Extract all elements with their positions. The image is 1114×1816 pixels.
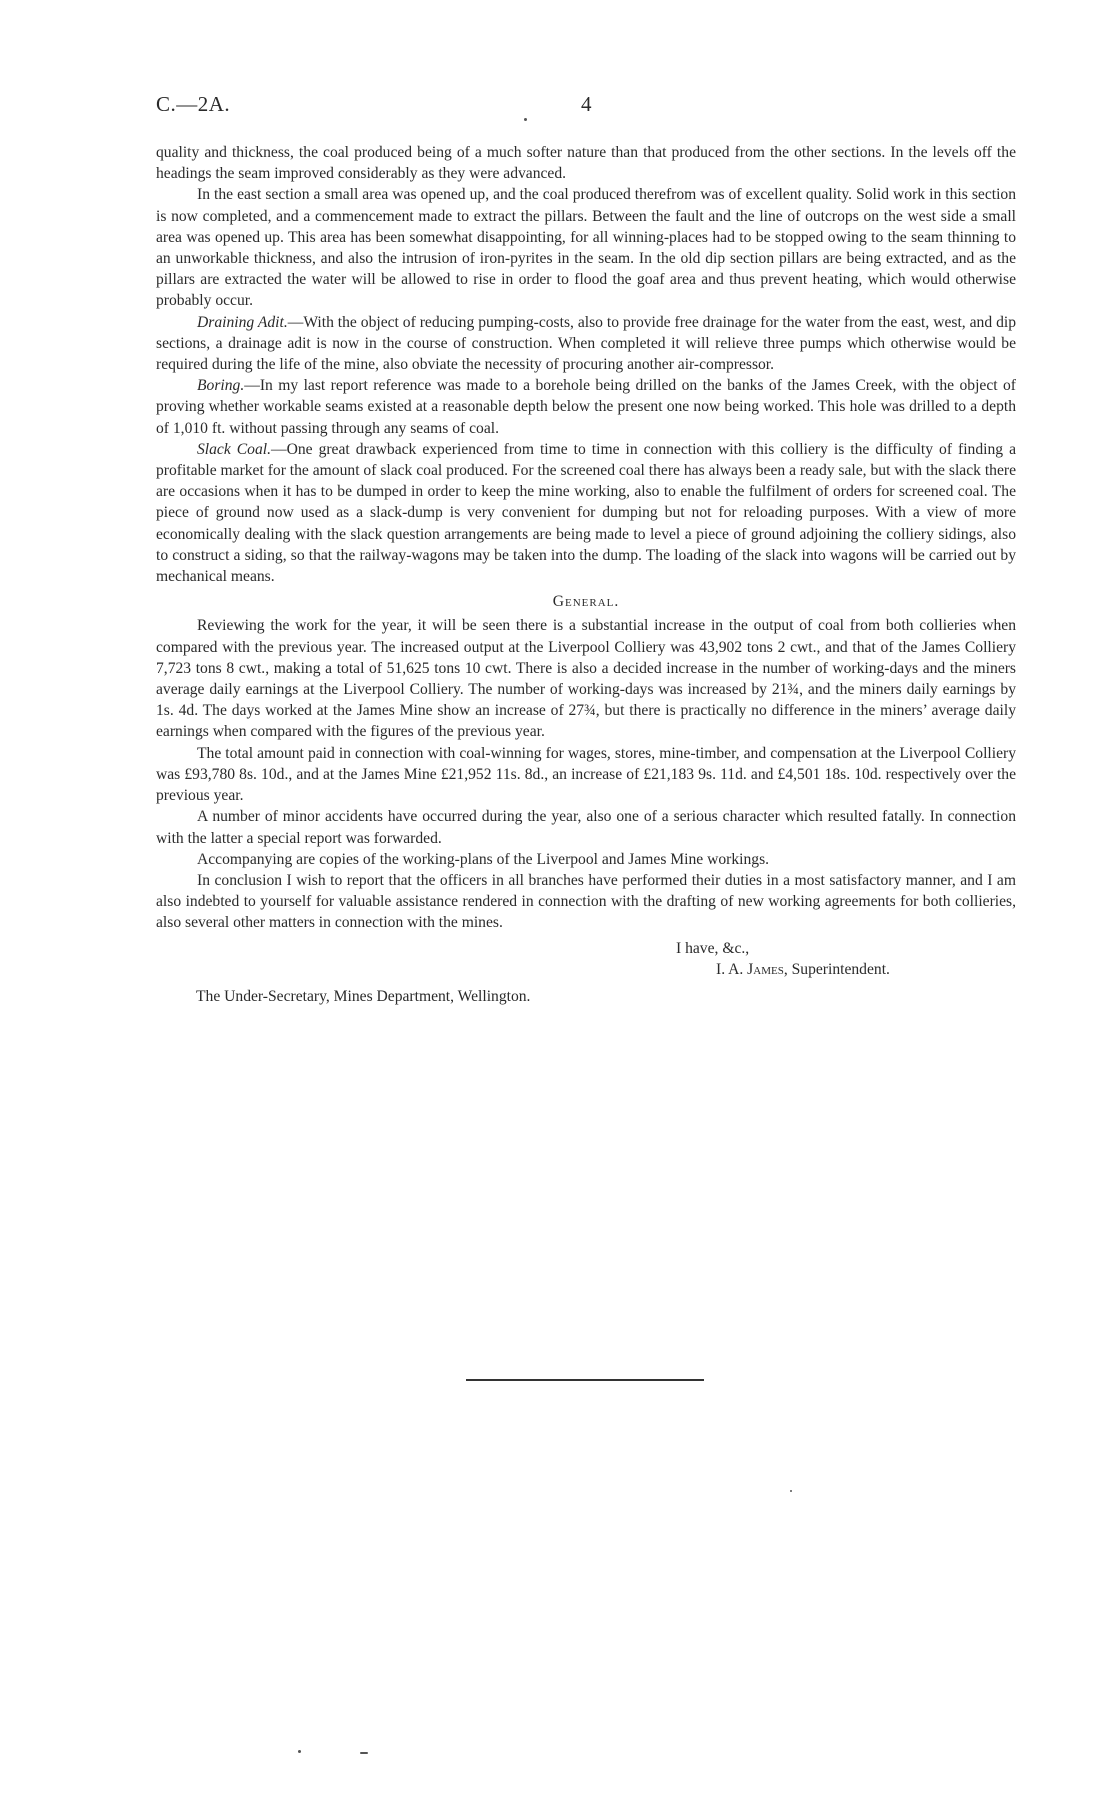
signature-line: [716, 959, 890, 980]
paragraph-boring: [156, 375, 1016, 439]
end-rule-divider: [466, 1379, 704, 1381]
paragraph-continuation: [156, 142, 1016, 184]
page-number: 4: [581, 92, 592, 116]
paragraph-general-payments: [156, 743, 1016, 807]
scan-speck: [524, 118, 527, 121]
paragraph-text: Accompanying are copies of the working-plans of the Liverpool and James Mine workings.: [197, 850, 770, 868]
signatory-title: Superintendent.: [787, 960, 890, 978]
paragraph-text: A number of minor accidents have occurred during the year, also one of a serious character which resulted fatally. In connection with the latter a special report was forwarded.: [156, 808, 1016, 847]
signoff-block: [156, 938, 1016, 1008]
paragraph-general-output: [156, 615, 1016, 742]
paragraph-text: —In my last report reference was made to a borehole being drilled on the banks of the James Creek, with the object of proving whether workable seams existed at a reasonable depth below the present one now being worked. This hole was drilled to a depth of 1,010 ft. without passing through any seams of coal.: [156, 377, 1016, 437]
paragraph-general-accidents: [156, 806, 1016, 848]
scan-speck: [360, 1752, 368, 1754]
paragraph-general-plans: [156, 849, 1016, 870]
paragraph-draining-adit: [156, 312, 1016, 376]
paragraph-text: The total amount paid in connection with coal-winning for wages, stores, mine-timber, and compensation at the Liverpool Colliery was £93,780 8s. 10d., and at the James Mine £21,952 11s. 8d., an increase of £21,183 9s. 11d. and £4,501 18s. 10d. respectively over the previous year.: [156, 744, 1016, 805]
page-header: [156, 92, 1016, 122]
paragraph-east-section: [156, 184, 1016, 311]
paragraph-text: quality and thickness, the coal produced being of a much softer nature than that produced from the other sections. In the levels off the headings the seam improved considerably as they were advanced.: [156, 144, 1016, 183]
paragraph-general-conclusion: [156, 870, 1016, 934]
document-reference: C.—2A.: [156, 92, 231, 116]
paragraph-text: —One great drawback experienced from time to time in connection with this colliery is the difficulty of finding a profitable market for the amount of slack coal produced. For the screened coal there has always been a ready sale, but with the slack there are occasions when it has to be dumped in order to keep the mine working, also to enable the fulfilment of orders for screened coal. The piece of ground now used as a slack-dump is very convenient for dumping but not for reloading purposes. With a view of more economically dealing with the slack question arrangements are being made to level a piece of ground adjoining the colliery sidings, also to construct a siding, so that the railway-wagons may be taken into the dump. The loading of the slack into wagons will be carried out by mechanical means.: [156, 440, 1016, 586]
signatory-name: I. A. James,: [716, 960, 788, 978]
paragraph-lead: Slack Coal.: [197, 440, 271, 458]
body-text: [156, 142, 1016, 1008]
paragraph-lead: Draining Adit.: [197, 313, 288, 331]
paragraph-text: In conclusion I wish to report that the officers in all branches have performed their duties in a most satisfactory manner, and I am also indebted to yourself for valuable assistance rendered in connection with the drafting of new working agreements for both collieries, also several other matters in connection with the mines.: [156, 871, 1016, 932]
paragraph-lead: Boring.: [197, 377, 245, 395]
paragraph-text: In the east section a small area was opened up, and the coal produced therefrom was of excellent quality. Solid work in this section is now completed, and a commencement made to extract the pillars. Between the fault and the line of outcrops on the west side a small area was opened up. This area has been somewhat disappointing, for all winning-places had to be stopped owing to the seam thinning to an unworkable thickness, and also the intrusion of iron-pyrites in the seam. In the old dip section pillars are being extracted, and as the pillars are extracted the water will be allowed to rise in order to flood the goaf area and thus prevent heating, which would otherwise probably occur.: [156, 186, 1016, 310]
scan-speck: [790, 1490, 792, 1492]
scan-speck: [298, 1750, 301, 1753]
paragraph-text: Reviewing the work for the year, it will be seen there is a substantial increase in the output of coal from both collieries when compared with the previous year. The increased output at the Liverpool Colliery was 43,902 tons 2 cwt., and that of the James Colliery 7,723 tons 8 cwt., making a total of 51,625 tons 10 cwt. There is also a decided increase in the number of working-days and the miners average daily earnings at the Liverpool Colliery. The number of working-days was increased by 21¾, and the miners daily earnings by 1s. 4d. The days worked at the James Mine show an increase of 27¾, but there is practically no difference in the miners’ average daily earnings when compared with the figures of the previous year.: [156, 617, 1016, 741]
closing-line: I have, &c.,: [676, 939, 750, 957]
section-heading-general: General.: [552, 593, 620, 611]
paragraph-text: —With the object of reducing pumping-costs, also to provide free drainage for the water from the east, west, and dip sections, a drainage adit is now in the course of construction. When completed it will relieve three pumps which otherwise would be required during the life of the mine, also obviate the necessity of procuring another air-compressor.: [156, 313, 1016, 374]
addressee-line: The Under-Secretary, Mines Department, Wellington.: [196, 987, 531, 1005]
paragraph-slack-coal: [156, 439, 1016, 587]
